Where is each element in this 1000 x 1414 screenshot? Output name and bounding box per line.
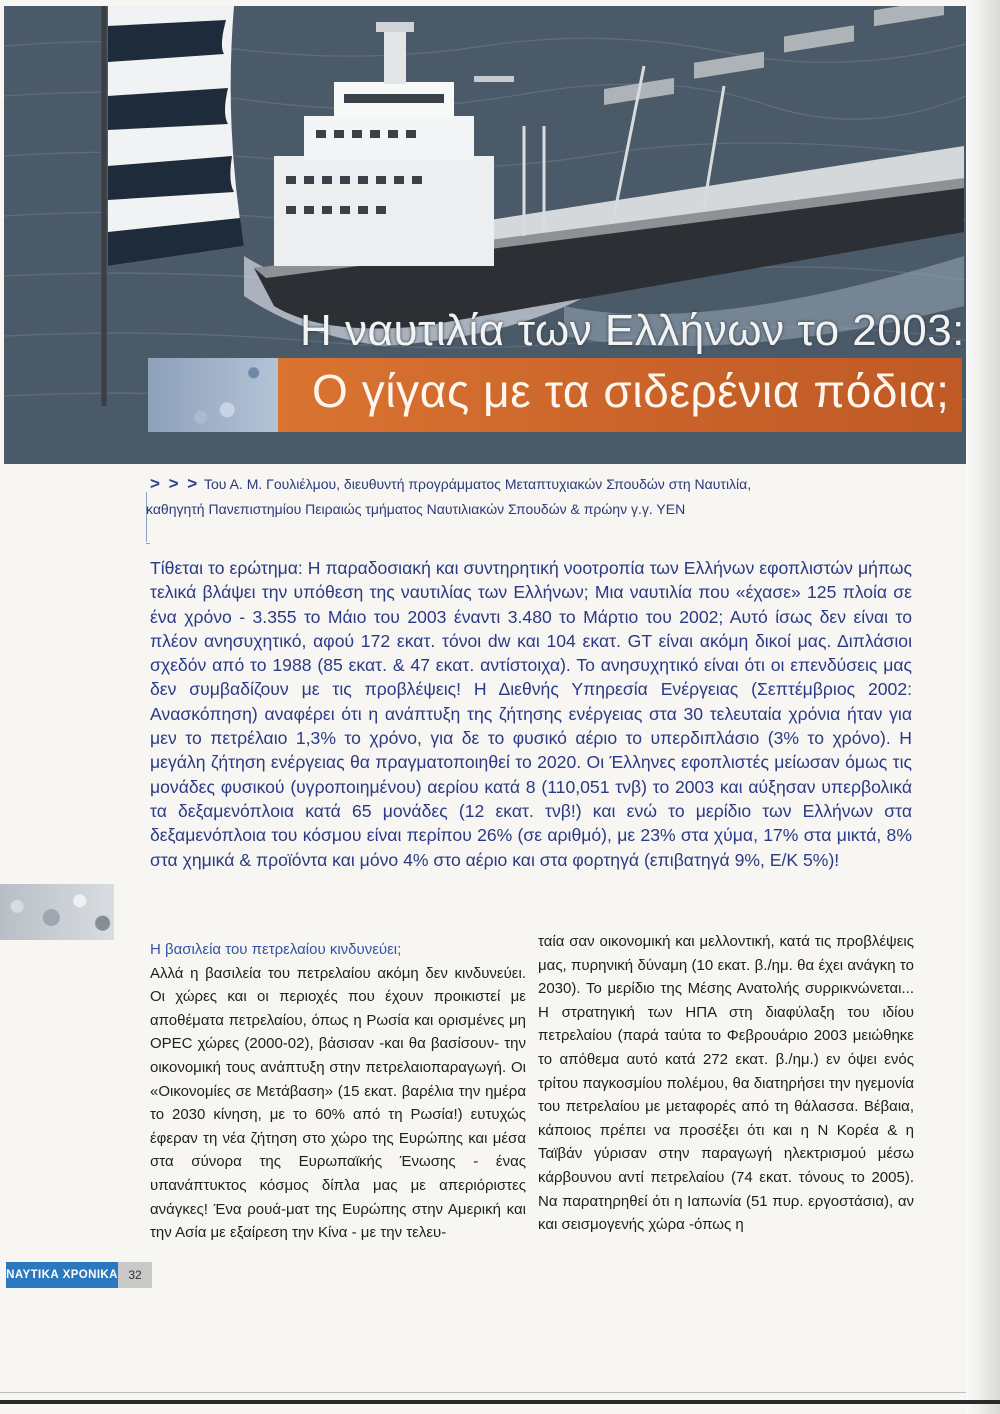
bottom-rule: [0, 1400, 1000, 1404]
page-number: 32: [118, 1262, 152, 1288]
article-title-line1: Η ναυτιλία των Ελλήνων το 2003:: [300, 306, 965, 355]
body-column-right: [538, 930, 914, 1250]
side-pattern-block: [0, 884, 114, 940]
byline-rule-vertical: [146, 492, 147, 542]
article-title-line2: Ο γίγας με τα σιδερένια πόδια;: [312, 365, 950, 417]
byline-affiliation: καθηγητή Πανεπιστημίου Πειραιώς τμήματος Ναυτιλιακών Σπουδών & πρώην γ.γ. ΥΕΝ: [146, 501, 686, 517]
byline: [146, 470, 780, 546]
title-pattern-block: [148, 358, 280, 432]
byline-author: Του Α. Μ. Γουλιέλμου, διευθυντή προγράμματος Μεταπτυχιακών Σπουδών στη Ναυτιλία,: [204, 476, 752, 492]
body-text-left: Αλλά η βασιλεία του πετρελαίου ακόμη δεν κινδυνεύει. Οι χώρες και οι περιοχές που έχουν προικιστεί με αποθέματα πετρελαίου, όπως η Ρωσία και ορισμένες μη OPEC χώρες (2000-02), βάσισαν -και θα βασίσουν- την οικονομική τους ανάπτυξη στην πετρελαιοπαραγωγή. Οι «Οικονομίες σε Μετάβαση» (15 εκατ. βαρέλια την ημέρα το 2030 κίνηση, με το 60% από τη Ρωσία!) ευτυχώς έφεραν τη νέα ζήτηση στο χώρο της Ευρώπης και μέσα στα σύνορα της Ευρωπαϊκής Ένωσης - ένας υπανάπτυκτος κόσμος δίπλα μας με απεριόριστες ανάγκες! Ένα ρουά-ματ της Ευρώπης στην Αμερική και την Ασία με εξαίρεση την Κίνα - με την τελευ-: [150, 964, 526, 1242]
magazine-name: ΝΑΥΤΙΚΑ ΧΡΟΝΙΚΑ: [6, 1262, 118, 1288]
lead-paragraph: Τίθεται το ερώτημα: Η παραδοσιακή και συντηρητική νοοτροπία των Ελλήνων εφοπλιστών μήπως τελικά βλάψει την υπόθεση της ναυτιλίας των Ελλήνων; Μια ναυτιλία που «έχασε» 125 πλοία σε ένα χρόνο - 3.355 το Μάιο του 2003 έναντι 3.480 το Μάρτιο του 2002; Αυτό ίσως δεν είναι το πλέον ανησυχητικό, αφού 172 εκατ. τόνοι dw και 104 εκατ. GT είναι ακόμη δικοί μας. Διπλάσιοι σχεδόν από το 1988 (85 εκατ. & 47 εκατ. αντίστοιχα). Το ανησυχητικό είναι ότι οι επενδύσεις μας δεν συμβαδίζουν με τις προβλέψεις! Η Διεθνής Υπηρεσία Ενέργειας (Σεπτέμβριος 2002: Ανασκόπηση) αναφέρει ότι η ανάπτυξη της ζήτησης ενέργειας στα 30 τελευταία χρόνια ήταν για μεν το πετρέλαιο 1,3% το χρόνο, για δε το φυσικό αέριο το υπερδιπλάσιο (3% το χρόνο). Η μεγάλη ζήτηση ενέργειας θα πραγματοποιηθεί το 2020. Οι Έλληνες εφοπλιστές μείωσαν όμως τις μονάδες φυσικού (υγροποιημένου) αερίου κατά 8 (110,051 τνβ) το 2003 και αύξησαν υπερβολικά τα δεξαμενόπλοια κατά 65 μονάδες (12 εκατ. τνβ!) και ενώ το μερίδιο των Ελλήνων στα δεξαμενόπλοια του κόσμου είναι περίπου 26% (σε αριθμό), με 23% στα χύμα, 17% στα μικτά, 8% στα χημικά & προϊόντα και μόνο 4% στο αέριο και στα φορτηγά (επιβατηγά 9%, Ε/Κ 5%)!: [150, 558, 912, 870]
body-text-right: ταία σαν οικονομική και μελλοντική, κατά τις προβλέψεις μας, πυρηνική δύναμη (10 εκατ. β./ημ. θα έχει ανάγκη το 2030). Το μερίδιο της Μέσης Ανατολής συρρικνώνεται... Η στρατηγική των ΗΠΑ στη διαφύλαξη του ιδίου πετρελαίου (παρά ταύτα το Φεβρουάριο 2003 μειώθηκε το απόθεμα αυτό κατά 272 εκατ. β./ημ.) εν όψει ενός τρίτου παγκοσμίου πολέμου, θα διατηρήσει την ηγεμονία του πετρελαίου με μεταφορές από τη θάλασσα. Βέβαια, κάποιος πρέπει να προσέξει ότι και η Ν Κορέα & η Ταϊβάν γύρισαν στην παραγωγή ηλεκτρισμού μέσω κάρβουνου αντί πετρελαίου (74 εκατ. τόνους το 2005). Να παρατηρηθεί ότι η Ιαπωνία (51 πυρ. εργοστάσια), αν και σεισμογενής χώρα -όπως η: [538, 933, 914, 1234]
body-column-left: [150, 930, 526, 1250]
byline-arrows-icon: > > >: [150, 474, 200, 493]
section-subhead: Η βασιλεία του πετρελαίου κινδυνεύει;: [150, 941, 402, 958]
page-footer: [6, 1262, 152, 1288]
page-edge-shadow: [966, 0, 1000, 1414]
bottom-thin-rule: [0, 1392, 966, 1393]
